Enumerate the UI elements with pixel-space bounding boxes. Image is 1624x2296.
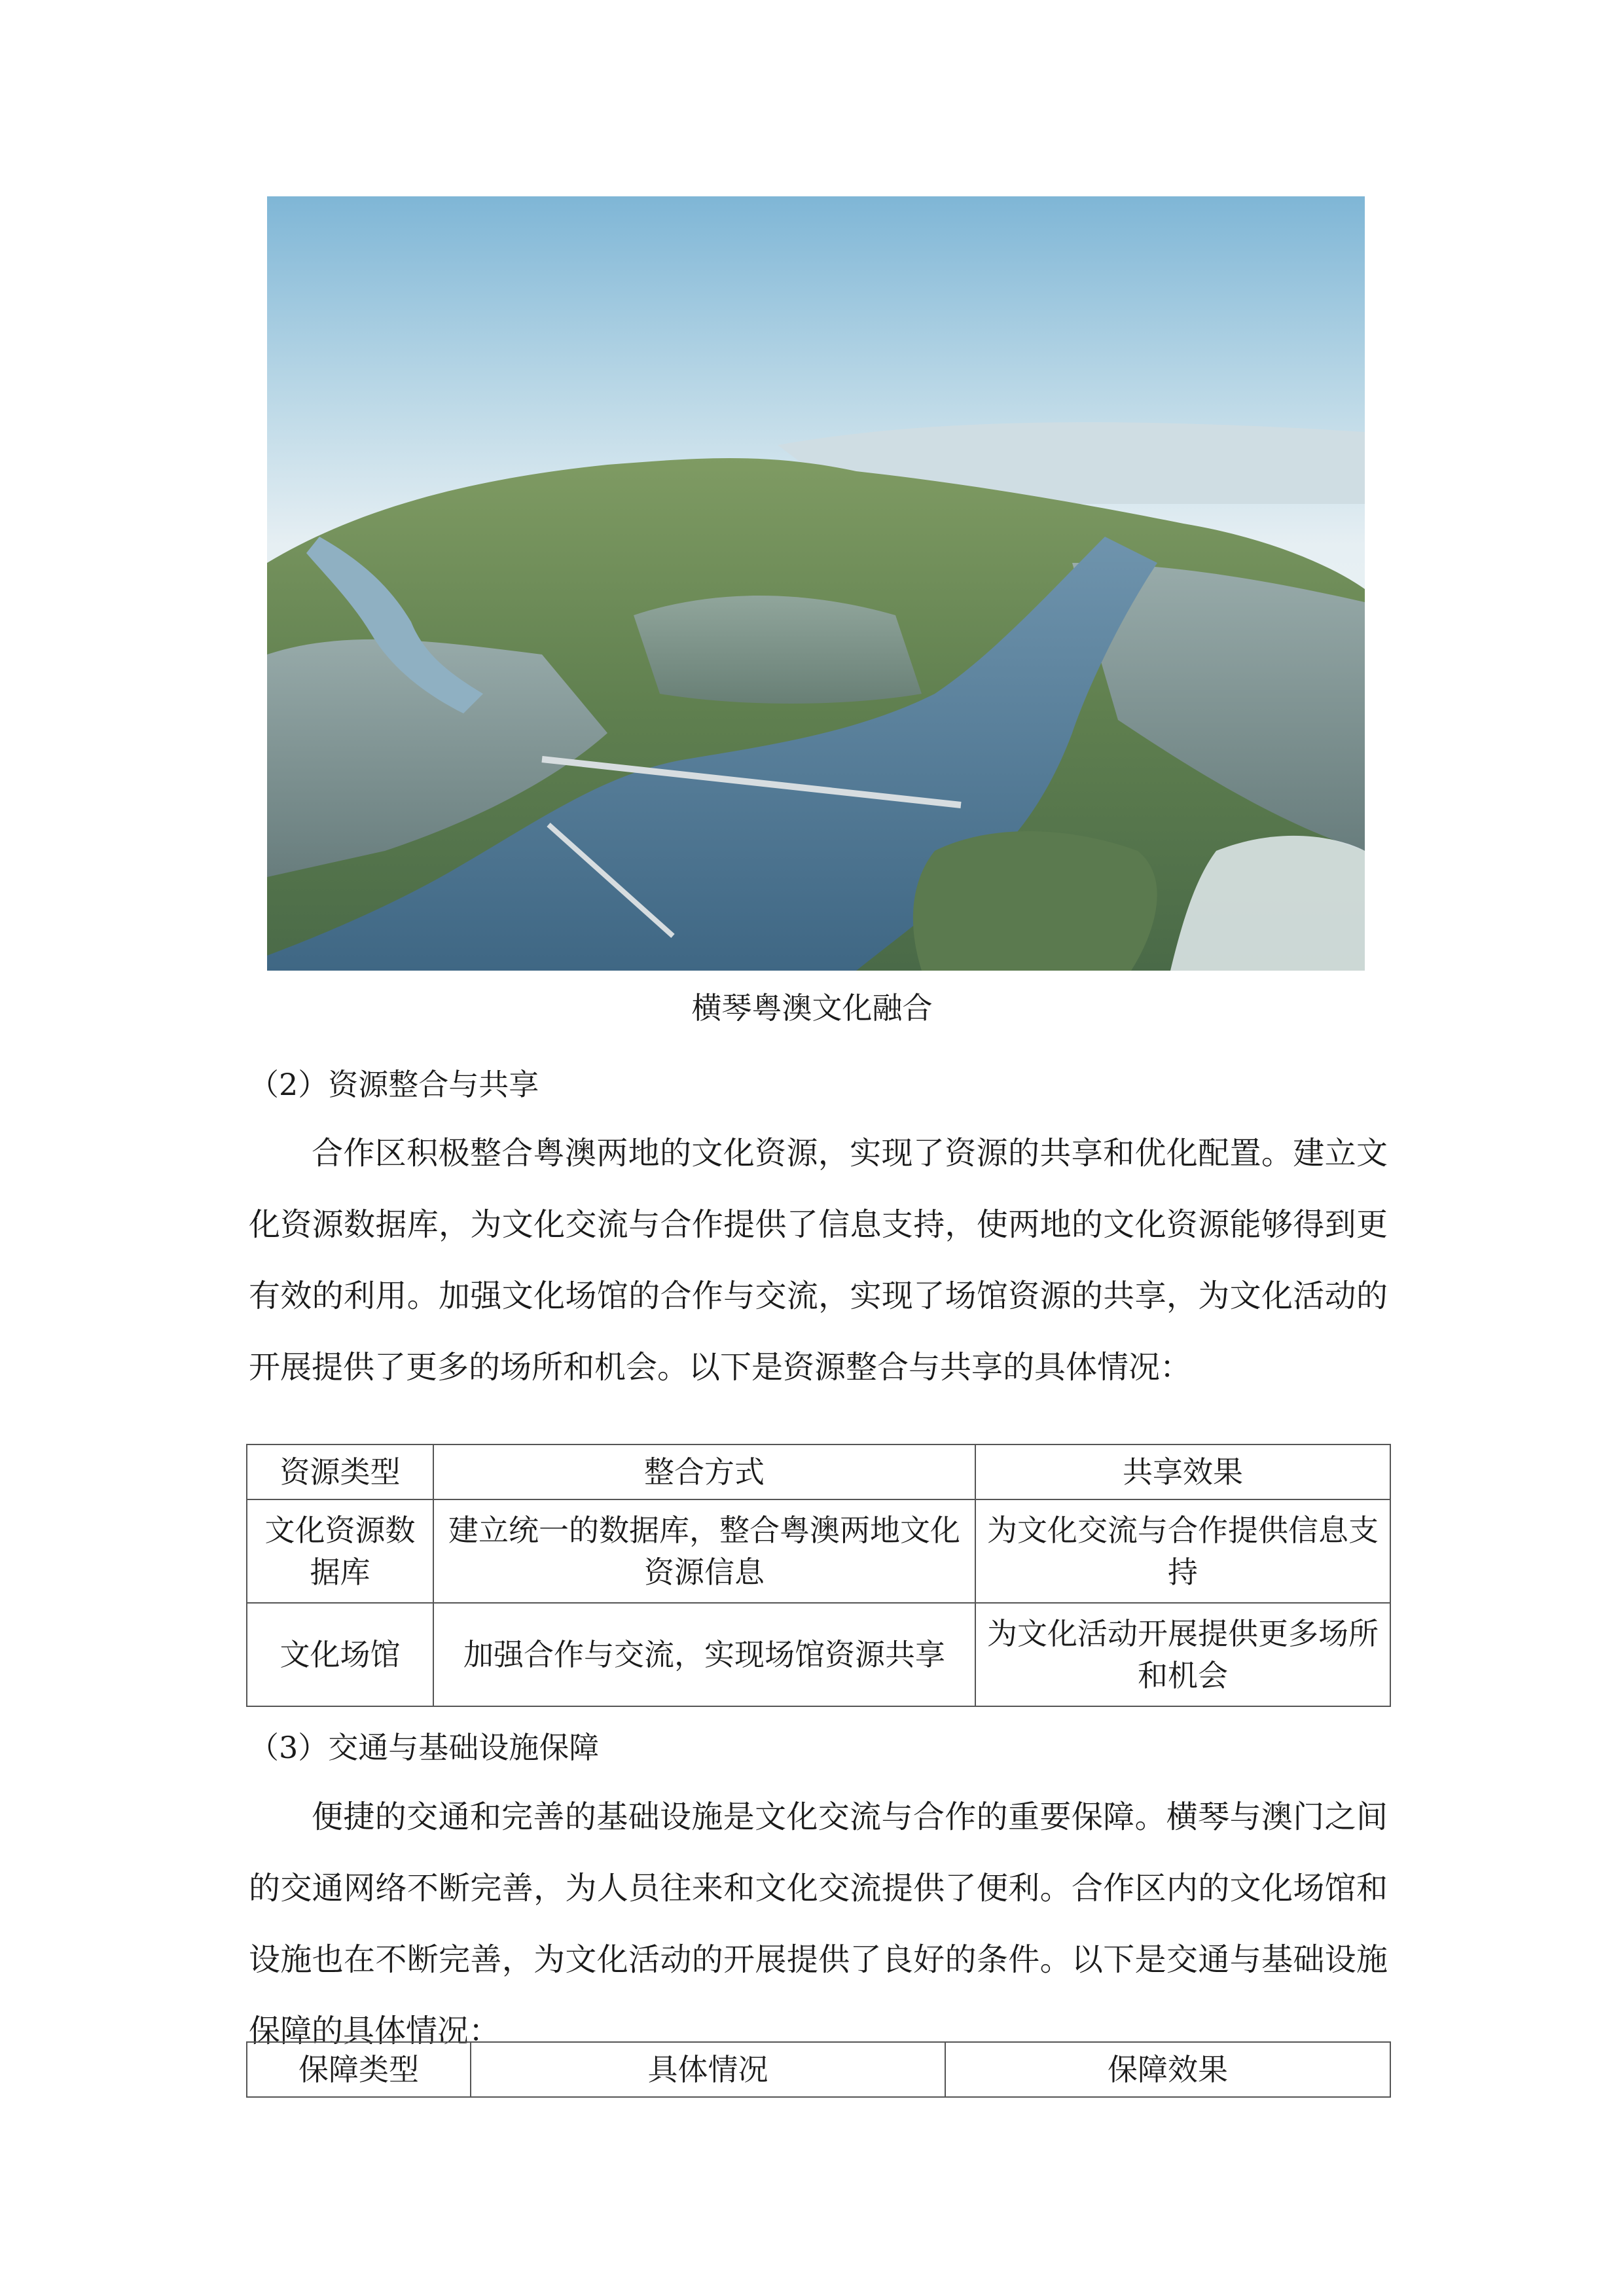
table-row	[247, 1603, 1390, 1706]
paragraph-infrastructure: 便捷的交通和完善的基础设施是文化交流与合作的重要保障。横琴与澳门之间的交通网络不断完善，为人员往来和文化交流提供了便利。合作区内的文化场馆和设施也在不断完善，为文化活动的开展提供了良好的条件。以下是交通与基础设施保障的具体情况：	[249, 1799, 1388, 2049]
table-header-row	[247, 2042, 1390, 2097]
table-cell: 文化资源数据库	[247, 1499, 433, 1603]
table-header-cell: 保障效果	[945, 2042, 1390, 2097]
table-cell: 加强合作与交流，实现场馆资源共享	[433, 1603, 975, 1706]
aerial-photo	[267, 196, 1365, 971]
table-header-cell: 共享效果	[975, 1444, 1390, 1499]
figure-caption: 横琴粤澳文化融合	[691, 990, 933, 1026]
resource-sharing-table	[246, 1444, 1391, 1707]
table-header-cell: 保障类型	[247, 2042, 471, 2097]
table-header-cell: 资源类型	[247, 1444, 433, 1499]
infrastructure-table	[246, 2041, 1391, 2098]
paragraph-resource-sharing: 合作区积极整合粤澳两地的文化资源，实现了资源的共享和优化配置。建立文化资源数据库，为文化交流与合作提供了信息支持，使两地的文化资源能够得到更有效的利用。加强文化场馆的合作与交流，实现了场馆资源的共享，为文化活动的开展提供了更多的场所和机会。以下是资源整合与共享的具体情况：	[249, 1135, 1388, 1386]
table-header-row	[247, 1444, 1390, 1499]
table-cell: 为文化活动开展提供更多场所和机会	[975, 1603, 1390, 1706]
table-header-cell: 整合方式	[433, 1444, 975, 1499]
table-cell: 文化场馆	[247, 1603, 433, 1706]
table-cell: 为文化交流与合作提供信息支持	[975, 1499, 1390, 1603]
table-row	[247, 1499, 1390, 1603]
table-header-cell: 具体情况	[471, 2042, 945, 2097]
table-cell: 建立统一的数据库，整合粤澳两地文化资源信息	[433, 1499, 975, 1603]
section-heading-infrastructure: （3）交通与基础设施保障	[249, 1730, 600, 1765]
section-heading-resource-sharing: （2）资源整合与共享	[249, 1067, 539, 1102]
